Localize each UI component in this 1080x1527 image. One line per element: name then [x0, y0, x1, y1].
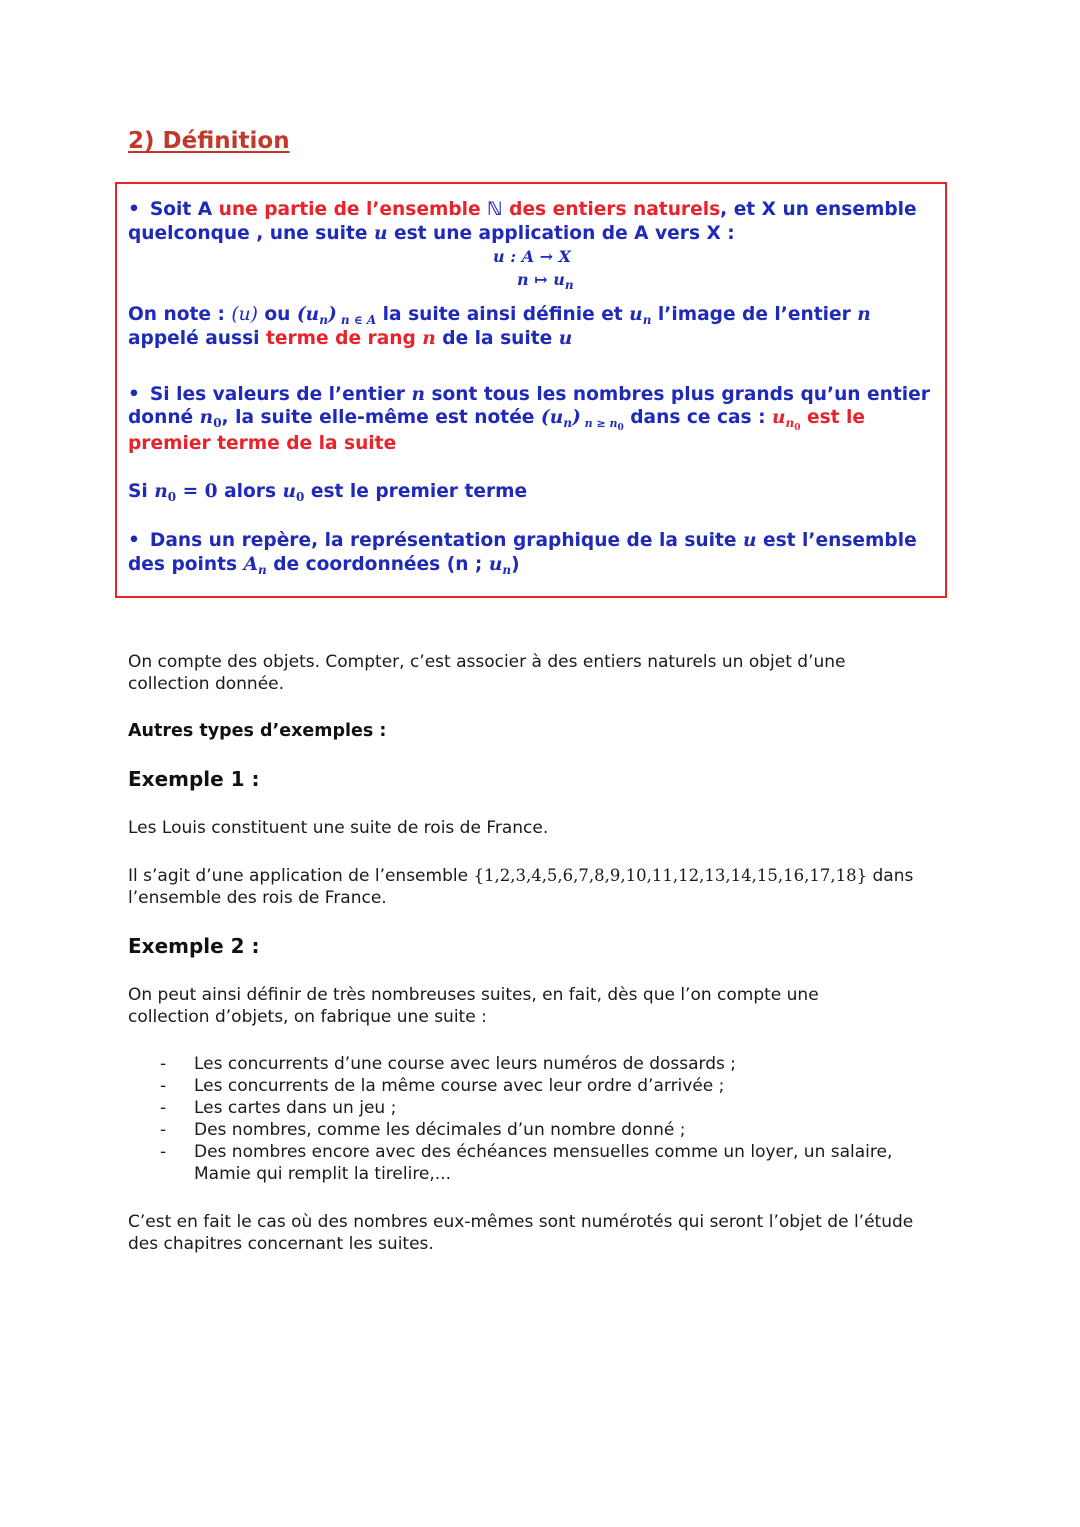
list-item: - Des nombres, comme les décimales d’un nombre donné ;	[160, 1120, 686, 1140]
graph-line-2: des points $A_n$ de coordonnées (n ; $u_n$)	[128, 554, 520, 577]
definition-line-1: • Soit A une partie de l’ensemble ℕ des entiers naturels, et X un ensemble	[128, 199, 917, 220]
notation-line-1: On note : (u) ou $(u_n)$ $_{n \in A}$ la suite ainsi définie et $u_n$ l’image de l’entier n	[128, 304, 871, 327]
example-1-application: Il s’agit d’une application de l’ensemble {1,2,3,4,5,6,7,8,9,10,11,12,13,14,15,16,17,18} dans l’ensemble des rois de France.	[128, 866, 914, 908]
dash-icon: -	[160, 1076, 167, 1096]
examples-list	[160, 1053, 946, 1185]
bullet-icon: •	[128, 530, 140, 551]
section-heading: 2) Définition	[128, 128, 290, 154]
notation-line-2: appelé aussi terme de rang n de la suite u	[128, 328, 573, 349]
first-term-line-2: donné $n_0$, la suite elle-même est notée $(u_n)$ $_{n \ge n0}$ dans ce cas : $u_{n0}$ est le	[128, 407, 866, 433]
example-1-title: Exemple 1 :	[128, 767, 260, 791]
list-item: - Les cartes dans un jeu ;	[160, 1098, 397, 1118]
mapping-line-2: n ↦ $u_n$	[517, 270, 574, 292]
dash-icon: -	[160, 1120, 167, 1140]
example-1-text: Les Louis constituent une suite de rois de France.	[128, 818, 549, 838]
list-item: - Les concurrents d’une course avec leurs numéros de dossards ;	[160, 1054, 737, 1074]
first-term-line-1: • Si les valeurs de l’entier n sont tous les nombres plus grands qu’un entier	[128, 384, 930, 405]
dash-icon: -	[160, 1142, 167, 1162]
bullet-icon: •	[128, 199, 140, 220]
mapping-line-1: u : A → X	[493, 247, 572, 266]
definition-line-2: quelconque , une suite u est une application de A vers X :	[128, 223, 735, 244]
list-item: - Les concurrents de la même course avec leur ordre d’arrivée ;	[160, 1076, 725, 1096]
n0-line: Si $n_0 = 0$ alors $u_0$ est le premier terme	[128, 481, 528, 504]
graph-line-1: • Dans un repère, la représentation graphique de la suite u est l’ensemble	[128, 530, 917, 551]
counting-paragraph: On compte des objets. Compter, c’est associer à des entiers naturels un objet d’une collection donnée.	[128, 652, 846, 694]
example-2-text: On peut ainsi définir de très nombreuses suites, en fait, dès que l’on compte une collection d’objets, on fabrique une suite :	[128, 985, 819, 1027]
dash-icon: -	[160, 1054, 167, 1074]
dash-icon: -	[160, 1098, 167, 1118]
bullet-icon: •	[128, 384, 140, 405]
other-types-heading: Autres types d’exemples :	[128, 721, 387, 741]
first-term-line-3: premier terme de la suite	[128, 433, 397, 454]
list-item: - Des nombres encore avec des échéances mensuelles comme un loyer, un salaire, Mamie qui remplit la tirelire,...	[160, 1142, 893, 1184]
example-2-title: Exemple 2 :	[128, 934, 260, 958]
conclusion-paragraph: C’est en fait le cas où des nombres eux-mêmes sont numérotés qui seront l’objet de l’étude des chapitres concernant les suites.	[128, 1212, 914, 1254]
